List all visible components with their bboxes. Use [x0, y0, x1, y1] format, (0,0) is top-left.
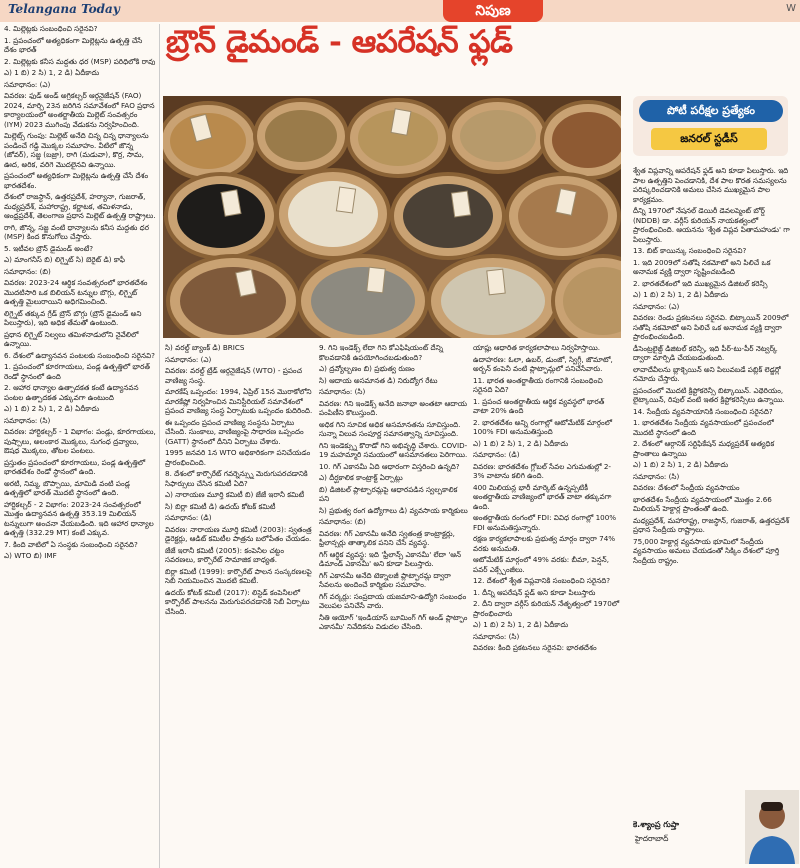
paragraph: బిర్లా కమిటీ (1999): కార్పొరేట్ పాలన సంస్కరణలపై సెబీ నియమించిన మొదటి కమిటీ.	[165, 566, 312, 585]
headline: బ్రౌన్ డైమండ్ - ఆపరేషన్ ఫ్లడ్	[166, 24, 513, 60]
paragraph: సమాధానం: (సి)	[4, 415, 51, 425]
paragraph: 7. కింది వాటిలో ఏ సంస్థకు సంబంధించి సరైనది?	[4, 539, 138, 549]
paragraph: వివరణ: కింది ప్రకటనలు సరైనవి: భారతదేశం	[473, 643, 597, 652]
paragraph: యాప్లు ఆధారిత కార్యకలాపాలు నిర్వహిస్తాయి.	[473, 343, 600, 352]
paragraph: గిగ్ ఎకానమీ అనేది టెక్నాలజీ ప్లాట్ఫారమ్ల ద్వారా సేవలను అందించే కార్మికుల సమూహం.	[319, 570, 451, 589]
supplement-logo: నిపుణ	[443, 0, 543, 22]
paragraph: 5. ఇటీవల బ్రౌన్ డైమండ్ అంటే?	[4, 243, 94, 253]
paragraph: ప్రస్తుతం ప్రపంచంలో కూరగాయలు, పండ్ల ఉత్పత్తిలో భారతదేశం రెండో స్థానంలో ఉంది.	[4, 457, 146, 476]
paragraph: 11. భారత అంతర్జాతీయ రంగానికి సంబంధించి సరైనది ఏది?	[473, 375, 603, 394]
paragraph: దీన్ని 1970లో నేషనల్ డెయిరీ డెవలప్మెంట్ బోర్డ్ (NDDB) డా. వర్గీస్ కురియన్ నాయకత్వంలో ప్రారంభించింది. ఆయనను 'శ్వేత విప్లవ పితామహుడు' గా పిలుస్తారు.	[633, 206, 790, 244]
paragraph: అరటి, నిమ్మ, బొప్పాయి, మామిడి వంటి పండ్ల ఉత్పత్తిలో భారత్ మొదటి స్థానంలో ఉంది.	[4, 478, 130, 497]
paragraph: నీతి ఆయోగ్ 'ఇండియాస్ బూమింగ్ గిగ్ అండ్ ప్లాట్ఫాం ఎకానమీ' నివేదికను విడుదల చేసింది.	[319, 612, 468, 631]
paragraph: దేశంలో రాజస్థాన్, ఉత్తరప్రదేశ్, హర్యానా, గుజరాత్, మధ్యప్రదేశ్, మహారాష్ట్ర, కర్ణాటక, తమిళనాడు, ఆంధ్రప్రదేశ్, తెలంగాణ ప్రధాన మిల్లెట్ ఉత్పత్తి రాష్ట్రాలు.	[4, 192, 156, 220]
paragraph: సి) ప్రభుత్వ రంగ ఉద్యోగాలు డి) వ్యవసాయ కార్మికులు	[319, 505, 468, 515]
paragraph: సమాధానం: (డి)	[165, 513, 212, 522]
paragraph: సమాధానం: (బి)	[319, 517, 366, 526]
paragraph: వివరణ: దేశంలో సేంద్రీయ వ్యవసాయం	[633, 483, 740, 492]
paragraph: ఎ) 1 బి) 2 సి) 1, 2 డి) ఏదీకాదు	[473, 438, 569, 448]
paragraph: 8. దేశంలో కార్పొరేట్ గవర్నెన్స్ను మెరుగుపరచడానికి సిఫార్సులు చేసిన కమిటీ ఏది?	[165, 469, 308, 488]
article-column-2	[319, 343, 468, 868]
paragraph: ఎ) 1 బి) 2 సి) 1, 2 డి) ఏదీకాదు	[4, 68, 100, 77]
article-column-3	[473, 343, 622, 868]
paragraph: 4. మిల్లెట్లకు సంబంధించి సరైనవి?	[4, 24, 98, 33]
paragraph: 6. దేశంలో ఉద్యానవన పంటలకు సంబంధించి సరైనవి?	[4, 350, 155, 360]
paragraph: సమాధానం: (ఎ)	[4, 79, 51, 89]
paragraph: అధిక గిని సూచిక అధిక అసమానతను సూచిస్తుంది. సున్నా విలువ సంపూర్ణ సమానత్వాన్ని సూచిస్తుంది.	[319, 419, 461, 438]
millet-baskets-illustration	[163, 96, 621, 338]
article-column-1	[165, 343, 314, 868]
paragraph: భారతదేశం సేంద్రీయ వ్యవసాయంలో మొత్తం 2.66 మిలియన్ హెక్టార్ల ప్రాంతంతో ఉంది.	[633, 494, 772, 513]
paragraph: 14. సేంద్రీయ వ్యవసాయానికి సంబంధించి సరైనది?	[633, 406, 773, 416]
paragraph: 1995 జనవరి 1న WTO అధికారికంగా పనిచేయడం ప్రారంభించింది.	[165, 448, 311, 467]
paragraph: 1. భారతదేశం సేంద్రీయ వ్యవసాయంలో ప్రపంచంలో మొదటి స్థానంలో ఉంది	[633, 418, 774, 437]
right-column	[625, 96, 800, 868]
paragraph: గిగ్ వర్కర్లు: సంప్రదాయ యజమాని-ఉద్యోగి సంబంధం వెలుపల పనిచేసే వారు.	[319, 591, 467, 610]
paragraph: సి) ఆదాయ అసమానత డి) నిరుద్యోగ రేటు	[319, 375, 438, 385]
paragraph: రక్షణ కార్యకలాపాలకు ప్రభుత్వ మార్గం ద్వారా 74% వరకు అనుమతి.	[473, 534, 616, 553]
paragraph: ఎ) WTO బి) IMF	[4, 551, 57, 560]
paragraph: ఆటోమేటిక్ మార్గంలో 49% వరకు: బీమా, పెన్షన్, పవర్ ఎక్స్చేంజీలు.	[473, 555, 609, 574]
paragraph: వివరణ: 2023-24 ఆర్థిక సంవత్సరంలో భారతదేశం మొదటిసారి ఒక బిలియన్ టన్నుల బొగ్గు, లిగ్నైట్ ఉత్పత్తి మైలురాయిని అధిగమించింది.	[4, 278, 148, 306]
corner-mark: W	[786, 3, 796, 14]
paragraph: ఎ) నారాయణ మూర్తి కమిటీ బి) జేజే ఇరానీ కమిటీ	[165, 490, 305, 499]
millet-baskets-photo	[163, 96, 621, 338]
paragraph: ఎ) 1 బి) 2 సి) 1, 2 డి) ఏదీకాదు	[4, 404, 100, 413]
paragraph: వివరణ: నారాయణ మూర్తి కమిటీ (2003): స్వతంత్ర డైరెక్టర్లు, ఆడిట్ కమిటీల పాత్రను బలోపేతం చేయడం.	[165, 524, 312, 543]
paragraph: 12. దేశంలో శ్వేత విప్లవానికి సంబంధించి సరైనది?	[473, 576, 611, 585]
subject-label: జనరల్ స్టడీస్	[651, 128, 767, 150]
author-city: హైదరాబాద్	[635, 834, 669, 843]
paragraph: మారకేష్ ఒప్పందం: 1994, ఏప్రిల్ 15న మొరాకోలోని మారకేష్లో నిర్వహించిన మినిస్టీరియల్ సమావేశంలో ప్రపంచ వాణిజ్య సంస్థ ఏర్పాటుకు ఒప్పందం కుదిరింది.	[165, 387, 313, 415]
paragraph: వివరణ: రెండు ప్రకటనలు సరైనవి. బిట్కాయిన్ 2009లో సతోషి నకమోటో అని పిలిచే ఒక అనామక వ్యక్తి ద్వారా ప్రారంభించబడింది.	[633, 313, 789, 341]
paragraph: వివరణ: ఫుడ్ అండ్ అగ్రికల్చర్ ఆర్గనైజేషన్ (FAO) 2024, మార్చి 23న జరిగిన సమావేశంలో FAO ప్రధాన కార్యాలయంలో అంతర్జాతీయ మిల్లెట్ సంవత్సరం (IYM) 2023 ముగింపు వేడుకను నిర్వహించింది.	[4, 91, 155, 129]
paragraph: వివరణ: హార్టికల్చర్ - 1 విభాగం: పండ్లు, కూరగాయలు, పుష్పాలు, అలంకార మొక్కలు, సుగంధ ద్రవ్యాలు, ఔషధ మొక్కలు, తోటల పంటలు.	[4, 427, 156, 455]
paragraph: 400 మిలియన్ల భారీ మార్కెట్ ఉన్నప్పటికీ అంతర్జాతీయ వాణిజ్యంలో భారత్ వాటా తక్కువగా ఉంది.	[473, 482, 612, 511]
paragraph: ఎ) మాంగనీస్ బి) లిగ్నైట్ సి) బెరైట్ డి) కాఫీ	[4, 255, 125, 264]
paragraph: 2. దీని ద్వారా వర్గీస్ కురియన్ నేతృత్వంలో 1970లో ప్రారంభించారు	[473, 599, 620, 618]
right-column-text	[633, 166, 793, 866]
paragraph: జేజే ఇరానీ కమిటీ (2005): కంపెనీల చట్టం సవరణలు, కార్పొరేట్ సామాజిక బాధ్యత.	[165, 545, 284, 564]
paragraph: బి) డిజిటల్ ప్లాట్ఫారమ్లపై ఆధారపడిన స్వల్పకాలిక పని	[319, 484, 458, 503]
paragraph: 2. దేశంలో ఆర్గానిక్ సర్టిఫికేషన్ మధ్యప్రదేశ్ అత్యధిక ప్రాంతాలు ఉన్నాయి	[633, 439, 775, 458]
paragraph: గిని ఇండెక్స్ను కొరాడో గిని అభివృద్ధి చేశారు. COVID-19 మహమ్మారి సమయంలో అసమానతలు పెరిగాయి.	[319, 440, 468, 459]
paragraph: రాగి, జొన్న, సజ్జ వంటి ధాన్యాలను కనీస మద్దతు ధర (MSP) కింద కొనుగోలు చేస్తారు.	[4, 222, 149, 241]
article-body	[163, 343, 621, 868]
paragraph: 2. భారతదేశం అన్ని రంగాల్లో ఆటోమేటిక్ మార్గంలో 100% FDI అనుమతిస్తుంది	[473, 417, 612, 436]
paragraph: 2. మిల్లెట్లకు కనీస మద్దతు ధర (MSP) పరిధిలోకి రావు	[4, 56, 156, 66]
paragraph: సి) వరల్డ్ బ్యాంక్ డి) BRICS	[165, 343, 245, 352]
paragraph: వివరణ: వరల్డ్ ట్రేడ్ ఆర్గనైజేషన్ (WTO) - ప్రపంచ వాణిజ్య సంస్థ.	[165, 366, 303, 385]
paragraph: శ్వేత విప్లవాన్ని ఆపరేషన్ ఫ్లడ్ అని కూడా పిలుస్తారు. ఇది పాల ఉత్పత్తిని పెంచడానికి, దేశ పాల కొరత సమస్యలను పరిష్కరించడానికి అమలు చేసిన ముఖ్యమైన పాల కార్యక్రమం.	[633, 166, 789, 204]
paragraph: వివరణ: భారతదేశం గ్లోబల్ సేవల ఎగుమతుల్లో 2-3% వాటాను కలిగి ఉంది.	[473, 461, 611, 480]
paragraph: వివరణ: గిని ఇండెక్స్ అనేది జనాభా అంతటా ఆదాయ పంపిణీని కొలుస్తుంది.	[319, 398, 467, 417]
paragraph: ప్రపంచంలో మొదటి క్రిప్టోకరెన్సీ బిట్కాయిన్. ఎథెరియం, లైట్కాయిన్, రిపుల్ వంటి ఇతర క్రిప్టోకరెన్సీలు ఉన్నాయి.	[633, 385, 785, 404]
paragraph: సమాధానం: (సి)	[633, 471, 680, 481]
paragraph: ఎ) 1 బి) 2 సి) 1, 2 డి) ఏదీకాదు	[633, 290, 729, 299]
paragraph: డీసెంట్రలైజ్డ్ డిజిటల్ కరెన్సీ, ఇది పీర్-టు-పీర్ నెట్వర్క్ ద్వారా మార్పిడి చేయబడుతుంది.	[633, 343, 778, 362]
paragraph: ఎ) 1 బి) 2 సి) 1, 2 డి) ఏదీకాదు	[473, 620, 569, 629]
paper-name: Telangana Today	[8, 2, 120, 16]
paragraph: 1. దీన్ని ఆపరేషన్ ఫ్లడ్ అని కూడా పిలుస్తారు	[473, 587, 596, 597]
paragraph: సమాధానం: (ఎ)	[633, 301, 680, 311]
section-label: పోటీ పరీక్షల ప్రత్యేకం	[639, 100, 783, 122]
left-column	[0, 24, 160, 868]
paragraph: మిల్లెట్స్ గుంపు: మిల్లెట్ అనేది చిన్న చిన్న ధాన్యాలను పండించే గడ్డి మొక్కల సమూహం. వీటిలో జొన్న (జోవర్), సజ్జ (బజ్రా), రాగి (మడువా), కొర్ర, సామ, ఊద, అరిక, వరిగె మొదలైనవి ఉన్నాయి.	[4, 131, 149, 169]
paragraph: సమాధానం: (సి)	[319, 387, 366, 396]
paragraph: 1. ప్రపంచంలో కూరగాయలు, పండ్ల ఉత్పత్తిలో భారత్ రెండో స్థానంలో ఉంది	[4, 362, 150, 381]
paragraph: ఎ) 1 బి) 2 సి) 1, 2 డి) ఏదీకాదు	[633, 460, 729, 469]
paragraph: సమాధానం: (సి)	[473, 631, 520, 641]
paragraph: సమాధానం: (ఎ)	[165, 354, 212, 364]
paragraph: ప్రధాన లిగ్నైట్ నిల్వలు తమిళనాడులోని నైవేలిలో ఉన్నాయి.	[4, 329, 139, 348]
paragraph: హార్టికల్చర్ - 2 విభాగం: 2023-24 సంవత్సరంలో మొత్తం ఉద్యానవన ఉత్పత్తి 353.19 మిలియన్ టన్నులుగా అంచనా వేయబడింది. ఇది ఆహార ధాన్యాల ఉత్పత్తి (332.29 MT) కంటే ఎక్కువ.	[4, 499, 154, 537]
paragraph: 1. ప్రపంచంలో అత్యధికంగా మిల్లెట్లను ఉత్పత్తి చేసే దేశం భారత్	[4, 35, 143, 54]
paragraph: 9. గిని ఇండెక్స్ లేదా గిని కోఎఫిషియంట్ దేన్ని కొలవడానికి ఉపయోగించబడుతుంది?	[319, 343, 444, 362]
paragraph: 2. ఆహార ధాన్యాల ఉత్పాదకత కంటే ఉద్యానవన పంటల ఉత్పాదకత ఎక్కువగా ఉంటుంది	[4, 383, 139, 402]
paragraph: మధ్యప్రదేశ్, మహారాష్ట్ర, రాజస్థాన్, గుజరాత్, ఉత్తరప్రదేశ్ ప్రధాన సేంద్రీయ రాష్ట్రాలు.	[633, 515, 790, 534]
author-box	[625, 790, 800, 868]
paragraph: 1. ఇది 2009లో సతోషి నకమోటో అని పిలిచే ఒక అనామక వ్యక్తి ద్వారా సృష్టించబడింది	[633, 257, 771, 276]
paragraph: 2. భారతదేశంలో ఇది ముఖ్యమైన డిజిటల్ కరెన్సీ	[633, 278, 768, 288]
paragraph: ప్రపంచంలో అత్యధికంగా మిల్లెట్లను ఉత్పత్తి చేసే దేశం భారతదేశం.	[4, 171, 149, 190]
paragraph: సి) బిర్లా కమిటీ డి) ఉదయ్ కోటక్ కమిటీ	[165, 501, 276, 511]
masthead	[0, 0, 800, 22]
paragraph: సమాధానం: (బి)	[4, 266, 51, 276]
paragraph: లావాదేవీలను బ్లాక్చెయిన్ అని పిలువబడే పబ్లిక్ లెడ్జర్లో నమోదు చేస్తారు.	[633, 364, 781, 383]
author-avatar	[745, 790, 799, 864]
paragraph: 13. బిట్ కాయిన్కు సంబంధించి సరైనవి?	[633, 246, 747, 255]
paragraph: వివరణ: గిగ్ ఎకానమీ అనేది స్వతంత్ర కాంట్రాక్టర్లు, ఫ్రీలాన్సర్లు తాత్కాలిక పనిని చేసే వ్యవస్థ.	[319, 528, 455, 547]
paragraph: ఎ) ద్రవ్యోల్బణం బి) ప్రభుత్వ రుణం	[319, 364, 415, 373]
paragraph: 10. గిగ్ ఎకానమీ ఏది ఆధారంగా విస్తరించి ఉన్నది?	[319, 461, 460, 471]
paragraph: అంతర్జాతీయ రంగంలో FDI: వివిధ రంగాల్లో 100% FDI అనుమతిస్తున్నారు.	[473, 513, 617, 532]
paragraph: సమాధానం: (డి)	[473, 450, 520, 459]
paragraph: ఎ) దీర్ఘకాలిక కాంట్రాక్ట్ ఏర్పాట్లు	[319, 473, 403, 482]
paragraph: గిగ్ ఆర్థిక వ్యవస్థ: ఇది 'ఫ్రీలాన్స్ ఎకానమీ' లేదా 'ఆన్ డిమాండ్ ఎకానమీ' అని కూడా పిలుస్తారు.	[319, 549, 462, 568]
paragraph: లిగ్నైట్ తక్కువ గ్రేడ్ బ్రౌన్ బొగ్గు (బ్రౌన్ డైమండ్ అని పిలుస్తారు), ఇది అధిక తేమతో ఉంటుంది.	[4, 308, 142, 327]
paragraph: 1. ప్రపంచ అంతర్జాతీయ ఆర్థిక వ్యవస్థలో భారత్ వాటా 20% ఉంది	[473, 396, 605, 415]
author-name: కె.శ్యాంప్ర గుప్తా	[633, 820, 679, 829]
paragraph: ఉదాహరణ: ఓలా, ఉబర్, డుంజో, స్విగ్గీ, జొమాటో, అర్బన్ కంపెనీ వంటి ప్లాట్ఫామ్లలో పనిచేసేవారు.	[473, 354, 613, 373]
paragraph: ఈ ఒప్పందం ప్రపంచ వాణిజ్య సంస్థను ఏర్పాటు చేసింది. సుంకాలు, వాణిజ్యంపై సాధారణ ఒప్పందం (GATT) స్థానంలో దీనిని ఏర్పాటు చేశారు.	[165, 417, 304, 446]
paragraph: 75,000 హెక్టార్ల వ్యవసాయ భూమిలో సేంద్రీయ వ్యవసాయం అమలు చేయడంతో సిక్కిం దేశంలో పూర్తి సేంద్రీయ రాష్ట్రం.	[633, 536, 780, 565]
paragraph: ఉదయ్ కోటక్ కమిటీ (2017): లిస్టెడ్ కంపెనీలలో కార్పొరేట్ పాలనను మెరుగుపరచడానికి సెబీ ఏర్పాటు చేసింది.	[165, 587, 310, 616]
